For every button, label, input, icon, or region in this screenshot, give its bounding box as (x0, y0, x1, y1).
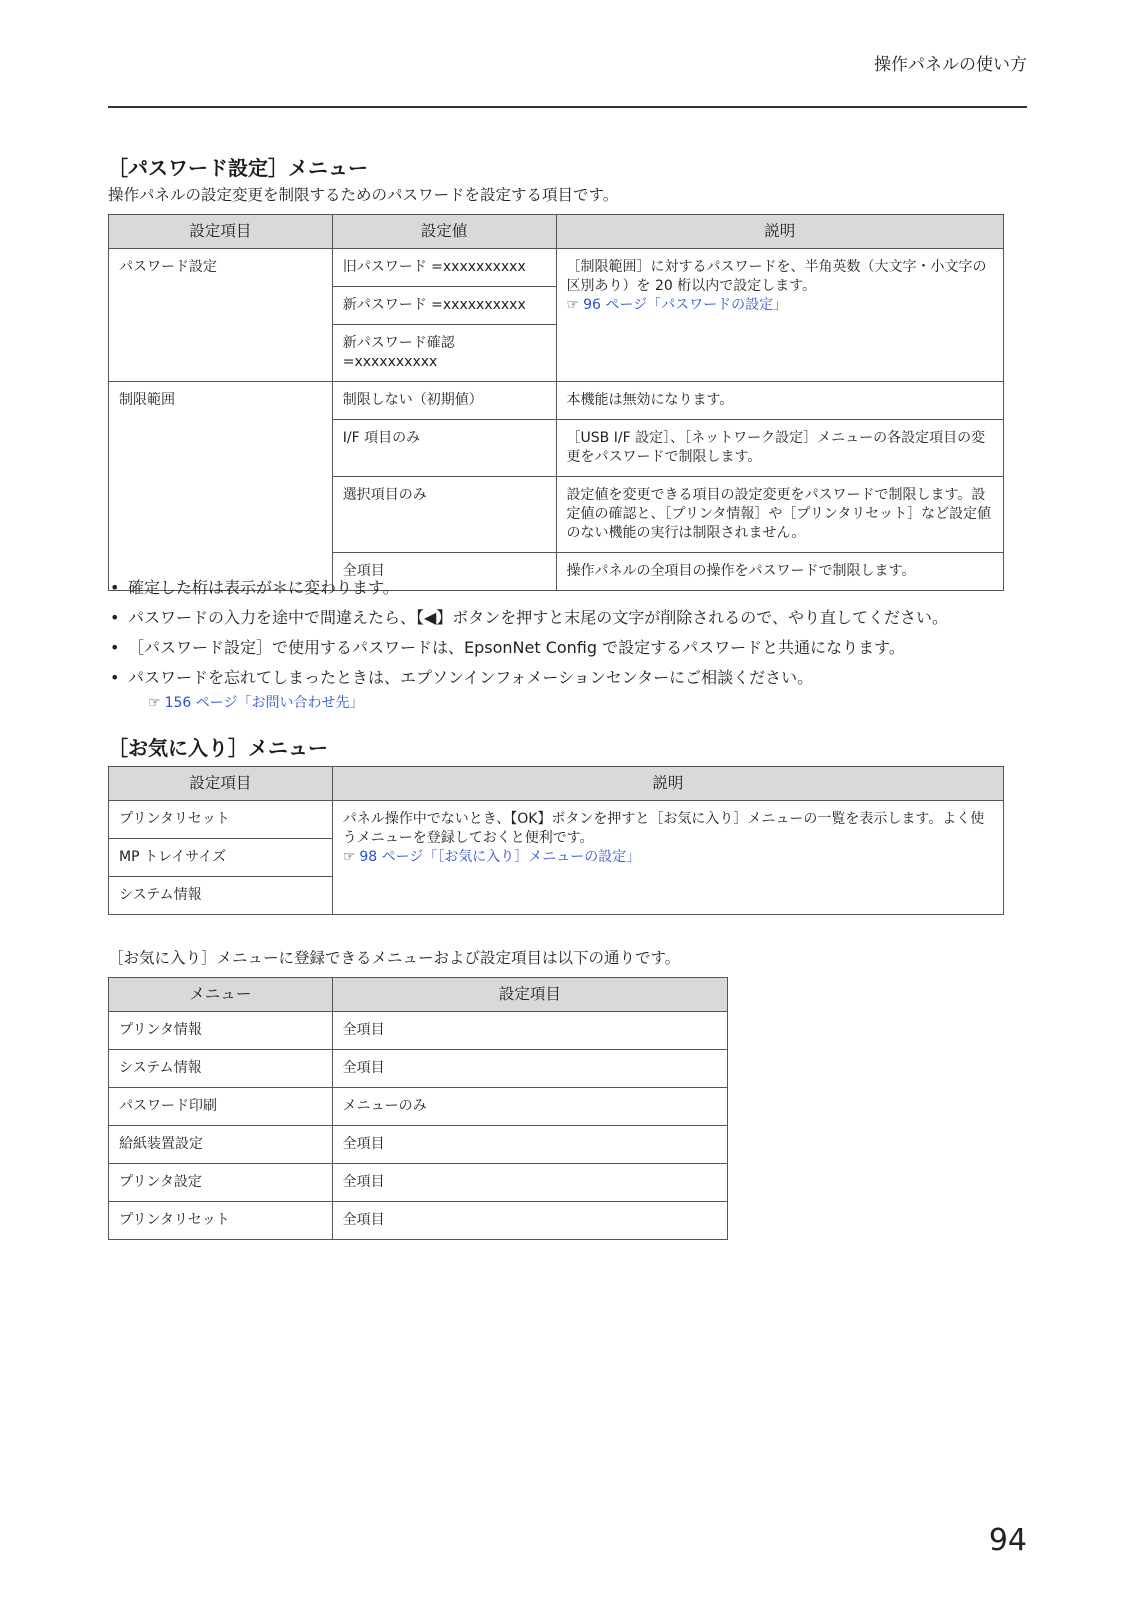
reference-link-text[interactable]: 156 ページ「お問い合わせ先」 (164, 695, 364, 711)
bullet-icon: • (110, 608, 120, 627)
column-header: 説明 (556, 215, 1003, 249)
table-row (109, 382, 1004, 420)
reference-link-text[interactable]: 98 ページ「［お気に入り］メニューの設定」 (359, 849, 641, 865)
note-text: 確定した桁は表示が＊に変わります。 (128, 578, 399, 597)
favorites-intro: ［お気に入り］メニューに登録できるメニューおよび設定項目は以下の通りです。 (108, 949, 681, 967)
list-item (108, 603, 1028, 633)
table-row (109, 801, 1004, 839)
setting-value-cell: 制限しない（初期値） (332, 382, 556, 420)
setting-value-cell: 全項目 (332, 553, 556, 591)
column-header: メニュー (109, 978, 333, 1012)
table-header-row (109, 767, 1004, 801)
running-head: 操作パネルの使い方 (874, 55, 1027, 75)
description-cell (332, 801, 1003, 915)
description-cell: 設定値を変更できる項目の設定変更をパスワードで制限します。設定値の確認と、［プリンタ情報］や［プリンタリセット］など設定値のない機能の実行は制限されません。 (556, 477, 1003, 553)
setting-item-cell: 全項目 (332, 1202, 727, 1240)
setting-item-cell: パスワード設定 (109, 249, 333, 382)
header-rule (108, 106, 1027, 108)
password-settings-table (108, 214, 1004, 591)
setting-item-cell: MP トレイサイズ (109, 839, 333, 877)
setting-item-cell: メニューのみ (332, 1088, 727, 1126)
setting-value-cell: 選択項目のみ (332, 477, 556, 553)
table-row (109, 1202, 728, 1240)
reference-link[interactable] (567, 296, 993, 315)
reference-link-text[interactable]: 96 ページ「パスワードの設定」 (583, 297, 788, 313)
setting-item-cell: 全項目 (332, 1050, 727, 1088)
description-text: ［制限範囲］に対するパスワードを、半角英数（大文字・小文字の区別あり）を 20 桁以内で設定します。 (566, 259, 987, 294)
menu-cell: プリンタ情報 (109, 1012, 333, 1050)
bullet-icon: • (110, 578, 120, 597)
favorites-table (108, 766, 1004, 915)
menu-cell: パスワード印刷 (109, 1088, 333, 1126)
pointing-hand-icon: ☞ (566, 297, 580, 313)
password-menu-intro: 操作パネルの設定変更を制限するためのパスワードを設定する項目です。 (108, 186, 619, 204)
table-row (109, 1088, 728, 1126)
note-text: パスワードを忘れてしまったときは、エプソンインフォメーションセンターにご相談ください。 (128, 668, 814, 687)
setting-item-cell: 制限範囲 (109, 382, 333, 591)
favorites-menu-items-table (108, 977, 728, 1240)
description-cell: ［USB I/F 設定］、［ネットワーク設定］メニューの各設定項目の変更をパスワードで制限します。 (556, 420, 1003, 477)
bullet-icon: • (110, 638, 120, 657)
setting-value-cell: I/F 項目のみ (332, 420, 556, 477)
menu-cell: プリンタ設定 (109, 1164, 333, 1202)
table-row (109, 1164, 728, 1202)
table-header-row (109, 215, 1004, 249)
page-number: 94 (988, 1523, 1027, 1558)
column-header: 設定項目 (109, 215, 333, 249)
description-cell (556, 249, 1003, 382)
favorites-menu-title: ［お気に入り］メニュー (108, 736, 328, 760)
pointing-hand-icon: ☞ (342, 849, 356, 865)
table-header-row (109, 978, 728, 1012)
list-item (108, 633, 1028, 663)
setting-item-cell: 全項目 (332, 1126, 727, 1164)
pointing-hand-icon: ☞ (148, 695, 161, 711)
menu-cell: システム情報 (109, 1050, 333, 1088)
description-cell: 操作パネルの全項目の操作をパスワードで制限します。 (556, 553, 1003, 591)
note-text: パスワードの入力を途中で間違えたら、【◀】ボタンを押すと末尾の文字が削除されるので、やり直してください。 (128, 608, 948, 627)
description-text: パネル操作中でないとき、【OK】ボタンを押すと［お気に入り］メニューの一覧を表示します。よく使うメニューを登録しておくと便利です。 (342, 811, 985, 846)
setting-item-cell: システム情報 (109, 877, 333, 915)
menu-cell: 給紙装置設定 (109, 1126, 333, 1164)
setting-value-cell: 新パスワード確認 =xxxxxxxxxx (332, 325, 556, 382)
menu-cell: プリンタリセット (109, 1202, 333, 1240)
table-row (109, 1050, 728, 1088)
setting-item-cell: プリンタリセット (109, 801, 333, 839)
setting-value-cell: 旧パスワード =xxxxxxxxxx (332, 249, 556, 287)
column-header: 設定項目 (109, 767, 333, 801)
setting-value-cell: 新パスワード =xxxxxxxxxx (332, 287, 556, 325)
note-text: ［パスワード設定］で使用するパスワードは、EpsonNet Config で設定するパスワードと共通になります。 (128, 638, 905, 657)
column-header: 設定値 (332, 215, 556, 249)
table-row (109, 249, 1004, 287)
list-item (108, 573, 1028, 603)
setting-item-cell: 全項目 (332, 1164, 727, 1202)
setting-item-cell: 全項目 (332, 1012, 727, 1050)
column-header: 設定項目 (332, 978, 727, 1012)
reference-link[interactable] (108, 693, 1028, 713)
description-cell: 本機能は無効になります。 (556, 382, 1003, 420)
table-row (109, 1012, 728, 1050)
password-notes-list (108, 573, 1028, 713)
column-header: 説明 (332, 767, 1003, 801)
reference-link[interactable] (343, 848, 993, 867)
bullet-icon: • (110, 668, 120, 687)
password-menu-title: ［パスワード設定］メニュー (108, 156, 368, 180)
list-item (108, 663, 1028, 693)
table-row (109, 1126, 728, 1164)
